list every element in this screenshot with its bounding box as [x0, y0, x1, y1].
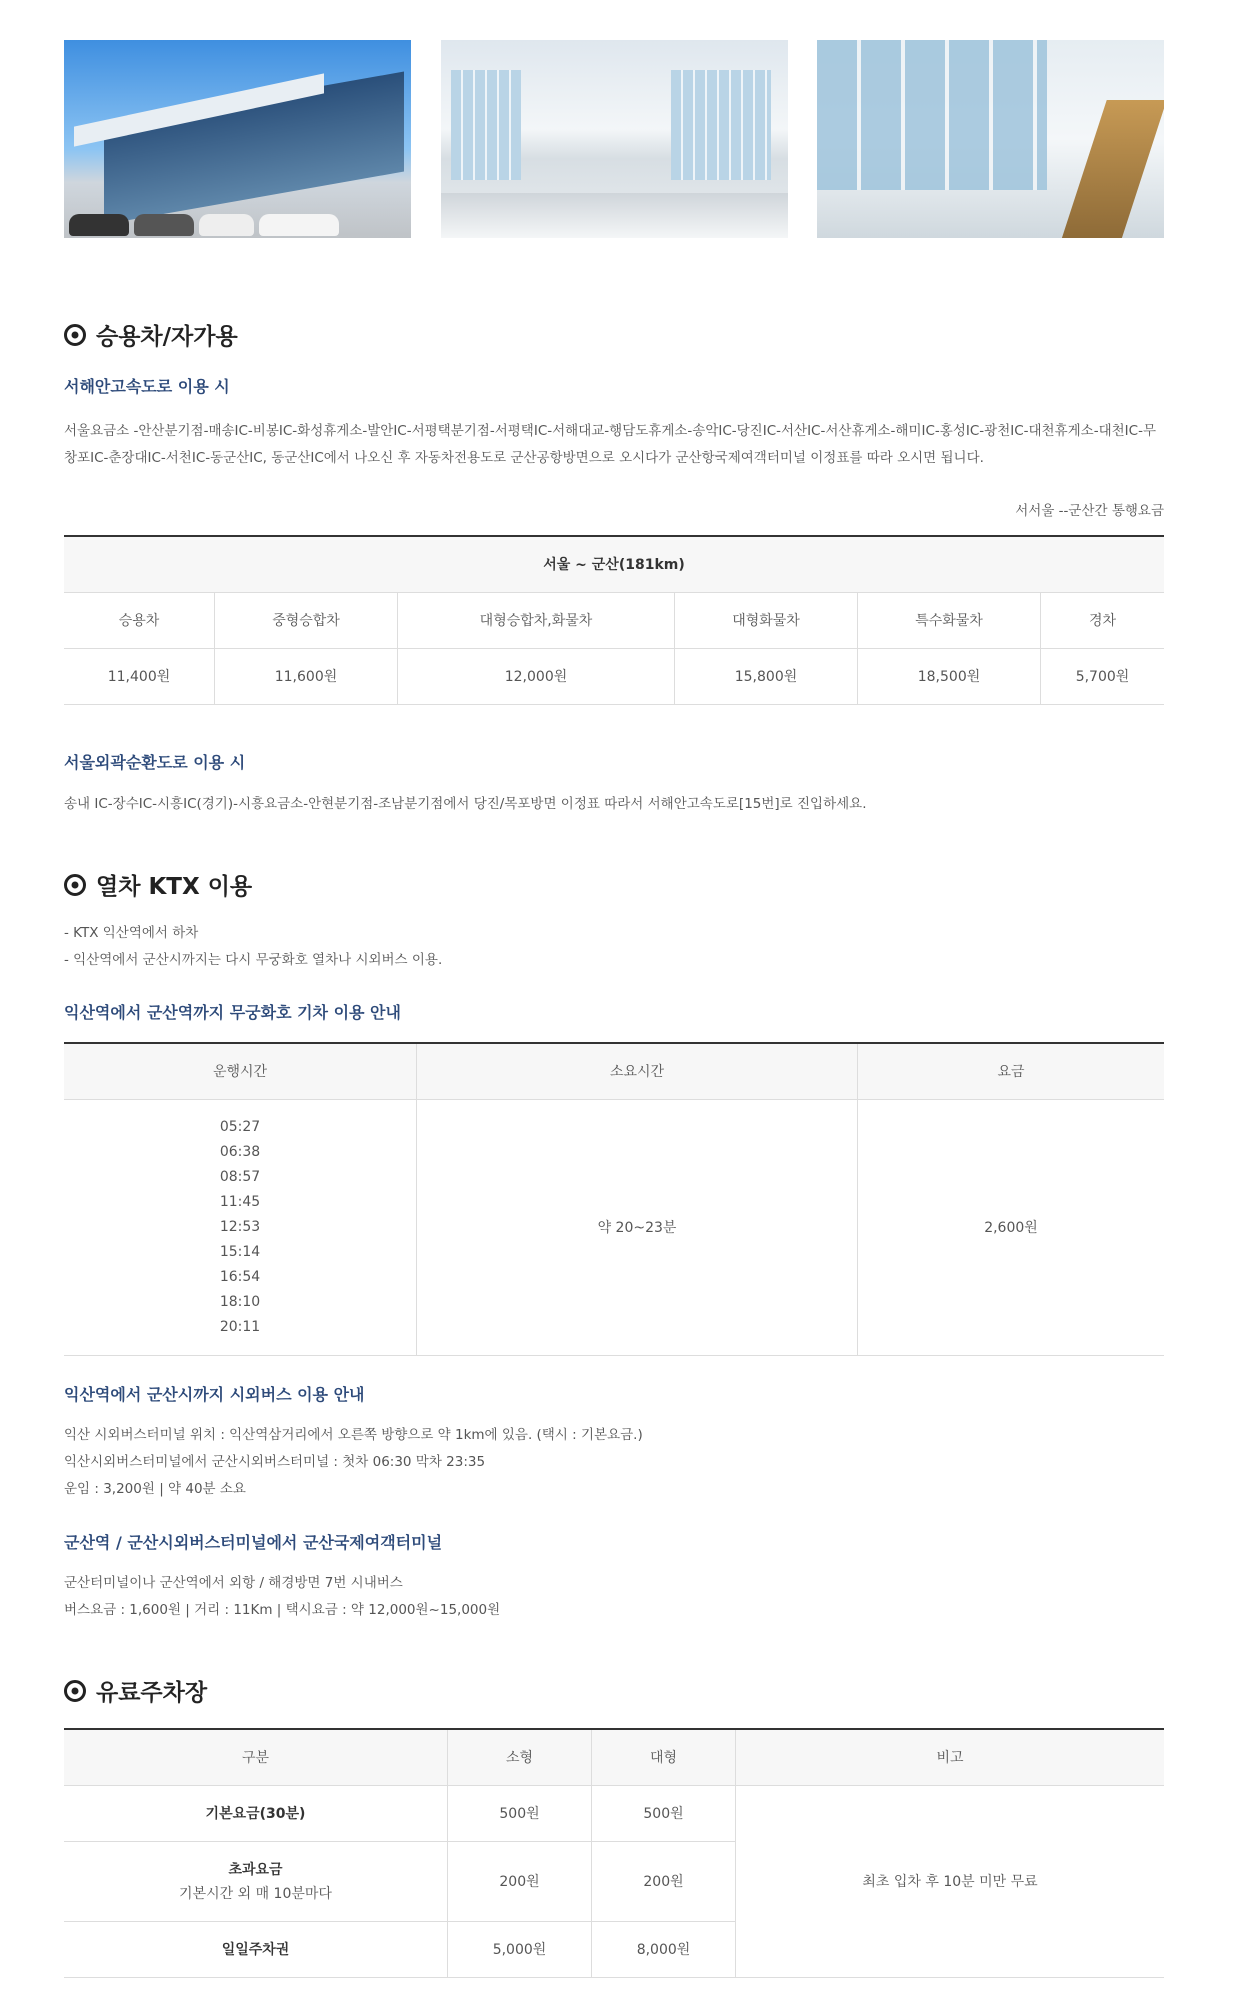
toll-value: 11,400원 [64, 648, 215, 704]
terminal-line: 군산터미널이나 군산역에서 외항 / 해경방면 7번 시내버스 [64, 1575, 403, 1591]
train-header-row [64, 1043, 1164, 1099]
subtitle-train-table: 익산역에서 군산역까지 무궁화호 기차 이용 안내 [64, 1003, 401, 1022]
train-time: 08:57 [219, 1168, 261, 1185]
train-header: 소요시간 [417, 1043, 858, 1099]
train-time: 16:54 [219, 1268, 261, 1285]
subtitle-bus: 익산역에서 군산시까지 시외버스 이용 안내 [64, 1385, 365, 1404]
toll-header: 특수화물차 [858, 592, 1041, 648]
section-title-parking: 유료주차장 [64, 1674, 207, 1707]
toll-value: 18,500원 [858, 648, 1041, 704]
train-time: 18:10 [219, 1293, 261, 1310]
target-icon [64, 324, 86, 346]
toll-value: 11,600원 [215, 648, 398, 704]
parking-row-label-cell [64, 1841, 448, 1921]
parking-row-label: 초과요금 [228, 1862, 283, 1878]
bus-line: 익산시외버스터미널에서 군산시외버스터미널 : 첫차 06:30 막차 23:35 [64, 1454, 486, 1470]
target-icon [64, 1680, 86, 1702]
parking-header: 구분 [64, 1729, 448, 1785]
parking-header: 대형 [592, 1729, 736, 1785]
toll-header: 중형승합차 [215, 592, 398, 648]
seohaean-route-text: 서울요금소 -안산분기점-매송IC-비봉IC-화성휴게소-발안IC-서평택분기점-서평택IC-서해대교-행담도휴게소-송악IC-당진IC-서산IC-서산휴게소-해미IC-홍성IC-광천IC-대천휴게소-대천IC-무창포IC-춘장대IC-서천IC-동군산IC, 동군산IC에서 나오신 후 자동차전용도로 군산공항방면으로 오시다가 군산항국제여객터미널 이정표를 따라 오시면 됩니다. [64, 423, 1156, 466]
parking-header-row [64, 1729, 1164, 1785]
train-header: 요금 [858, 1043, 1165, 1099]
train-note: - 익산역에서 군산시까지는 다시 무궁화호 열차나 시외버스 이용. [64, 952, 443, 968]
section-title-train: 열차 KTX 이용 [64, 868, 252, 901]
train-note: - KTX 익산역에서 하차 [64, 925, 199, 941]
photo-gallery [64, 40, 1164, 238]
target-icon [64, 874, 86, 896]
train-time: 06:38 [219, 1143, 261, 1160]
terminal-line: 버스요금 : 1,600원 | 거리 : 11Km | 택시요금 : 약 12,000원~15,000원 [64, 1602, 501, 1618]
toll-value: 15,800원 [675, 648, 858, 704]
fee-caption: 서서울 --군산간 통행요금 [1015, 503, 1164, 519]
toll-value-row [64, 648, 1164, 704]
subtitle-terminal: 군산역 / 군산시외버스터미널에서 군산국제여객터미널 [64, 1533, 443, 1552]
parking-row-label: 기본요금(30분) [64, 1785, 448, 1841]
train-time: 15:14 [219, 1243, 261, 1260]
parking-small-fee: 500원 [448, 1785, 592, 1841]
bus-line: 익산 시외버스터미널 위치 : 익산역삼거리에서 오른쪽 방향으로 약 1km에 있음. (택시 : 기본요금.) [64, 1427, 643, 1443]
subtitle-ring-road: 서울외곽순환도로 이용 시 [64, 753, 246, 772]
parking-header: 소형 [448, 1729, 592, 1785]
parking-small-fee: 200원 [448, 1841, 592, 1921]
parking-row-sublabel: 기본시간 외 매 10분마다 [179, 1886, 332, 1902]
train-schedule-table [64, 1042, 1164, 1356]
toll-header-row [64, 592, 1164, 648]
parking-fee-table [64, 1728, 1164, 1978]
toll-value: 5,700원 [1041, 648, 1165, 704]
parking-row-label: 일일주차권 [64, 1921, 448, 1977]
train-data-row [64, 1099, 1164, 1355]
toll-header: 대형승합차,화물차 [398, 592, 675, 648]
photo-airport-hall [817, 40, 1164, 238]
ring-road-text: 송내 IC-장수IC-시흥IC(경기)-시흥요금소-안현분기점-조남분기점에서 당진/목포방면 이정표 따라서 서해안고속도로[15번]로 진입하세요. [64, 796, 867, 812]
page [64, 40, 1164, 1958]
train-time: 20:11 [219, 1318, 261, 1335]
photo-airport-lobby [441, 40, 788, 238]
bus-line: 운임 : 3,200원 | 약 40분 소요 [64, 1481, 246, 1497]
train-time: 05:27 [219, 1118, 261, 1135]
subtitle-seohaean: 서해안고속도로 이용 시 [64, 377, 230, 396]
parking-large-fee: 200원 [592, 1841, 736, 1921]
parking-row [64, 1785, 1164, 1841]
train-time: 12:53 [219, 1218, 261, 1235]
section-title-car: 승용차/자가용 [64, 318, 238, 351]
train-time: 11:45 [219, 1193, 261, 1210]
train-times-cell [64, 1099, 417, 1355]
toll-value: 12,000원 [398, 648, 675, 704]
parking-header: 비고 [736, 1729, 1165, 1785]
toll-table-heading: 서울 ~ 군산(181km) [64, 536, 1164, 592]
train-duration: 약 20~23분 [417, 1099, 858, 1355]
parking-small-fee: 5,000원 [448, 1921, 592, 1977]
parking-note: 최초 입차 후 10분 미만 무료 [736, 1785, 1165, 1977]
parking-large-fee: 8,000원 [592, 1921, 736, 1977]
train-header: 운행시간 [64, 1043, 417, 1099]
toll-fee-table [64, 535, 1164, 705]
toll-header: 경차 [1041, 592, 1165, 648]
photo-airport-exterior [64, 40, 411, 238]
train-fare: 2,600원 [858, 1099, 1165, 1355]
toll-header: 승용차 [64, 592, 215, 648]
parking-large-fee: 500원 [592, 1785, 736, 1841]
toll-header: 대형화물차 [675, 592, 858, 648]
